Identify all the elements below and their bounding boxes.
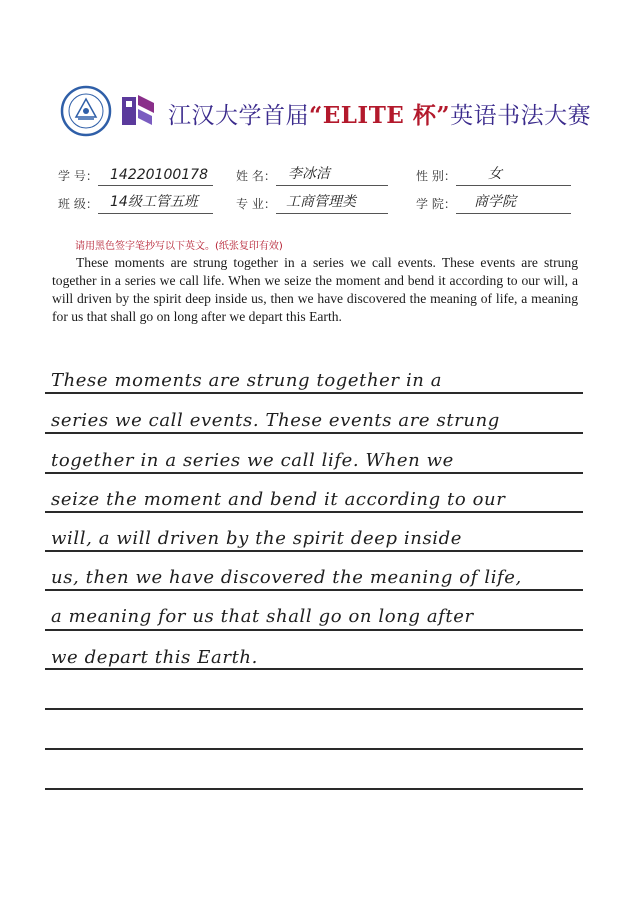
ruled-line [45, 550, 583, 552]
student-id-label: 学 号： [58, 169, 98, 183]
gender-label: 性 别： [416, 169, 456, 183]
ruled-line [45, 472, 583, 474]
title-elite: “ELITE 杯” [309, 102, 451, 129]
source-passage: These moments are strung together in a series we call events. These events are strung together in a series we call life. When we seize the moment and bend it according to our will, a will driven by the spirit deep inside us, then we have discovered the meaning of life, a meaning for us that shall go on long after we depart this Earth. [52, 255, 578, 324]
handwriting-line: we depart this Earth. [51, 647, 258, 668]
ruled-line [45, 432, 583, 434]
major-label: 专 业： [236, 197, 276, 211]
ruled-line [45, 668, 583, 670]
ruled-line [45, 629, 583, 631]
student-id-field [58, 164, 218, 186]
contest-title [168, 97, 591, 130]
university-seal-icon [60, 85, 112, 137]
instruction-text: 请用黑色签字笔抄写以下英文。(纸张复印有效) [75, 241, 283, 252]
name-field [236, 164, 396, 186]
ruled-line [45, 748, 583, 750]
name-label: 姓 名： [236, 169, 276, 183]
ruled-line [45, 589, 583, 591]
entrant-info [58, 158, 588, 218]
elite-emblem-icon [118, 91, 158, 131]
class-field [58, 192, 218, 214]
handwriting-line: us, then we have discovered the meaning of life, [51, 567, 522, 588]
ruled-line [45, 788, 583, 790]
class-label: 班 级： [58, 197, 98, 211]
ruled-line [45, 708, 583, 710]
handwriting-line: These moments are strung together in a [51, 370, 443, 391]
major-field [236, 192, 396, 214]
handwriting-line: a meaning for us that shall go on long after [51, 606, 474, 627]
contest-header [60, 85, 600, 140]
major-value: 工商管理类 [286, 194, 356, 210]
title-suffix: 英语书法大赛 [450, 103, 592, 129]
gender-field [416, 164, 576, 186]
handwriting-line: series we call events. These events are strung [51, 410, 500, 431]
college-value: 商学院 [474, 194, 516, 210]
title-prefix: 江汉大学首届 [168, 103, 309, 129]
college-field [416, 192, 576, 214]
class-value: 14级工管五班 [110, 194, 198, 210]
gender-value: 女 [488, 166, 502, 182]
ruled-line [45, 511, 583, 513]
ruled-line [45, 392, 583, 394]
student-id-value: 14220100178 [110, 167, 208, 183]
handwriting-line: together in a series we call life. When we [51, 450, 454, 471]
handwriting-line: seize the moment and bend it according to our [51, 489, 506, 510]
handwriting-line: will, a will driven by the spirit deep inside [51, 528, 463, 549]
name-value: 李冰洁 [288, 166, 330, 182]
college-label: 学 院： [416, 197, 456, 211]
